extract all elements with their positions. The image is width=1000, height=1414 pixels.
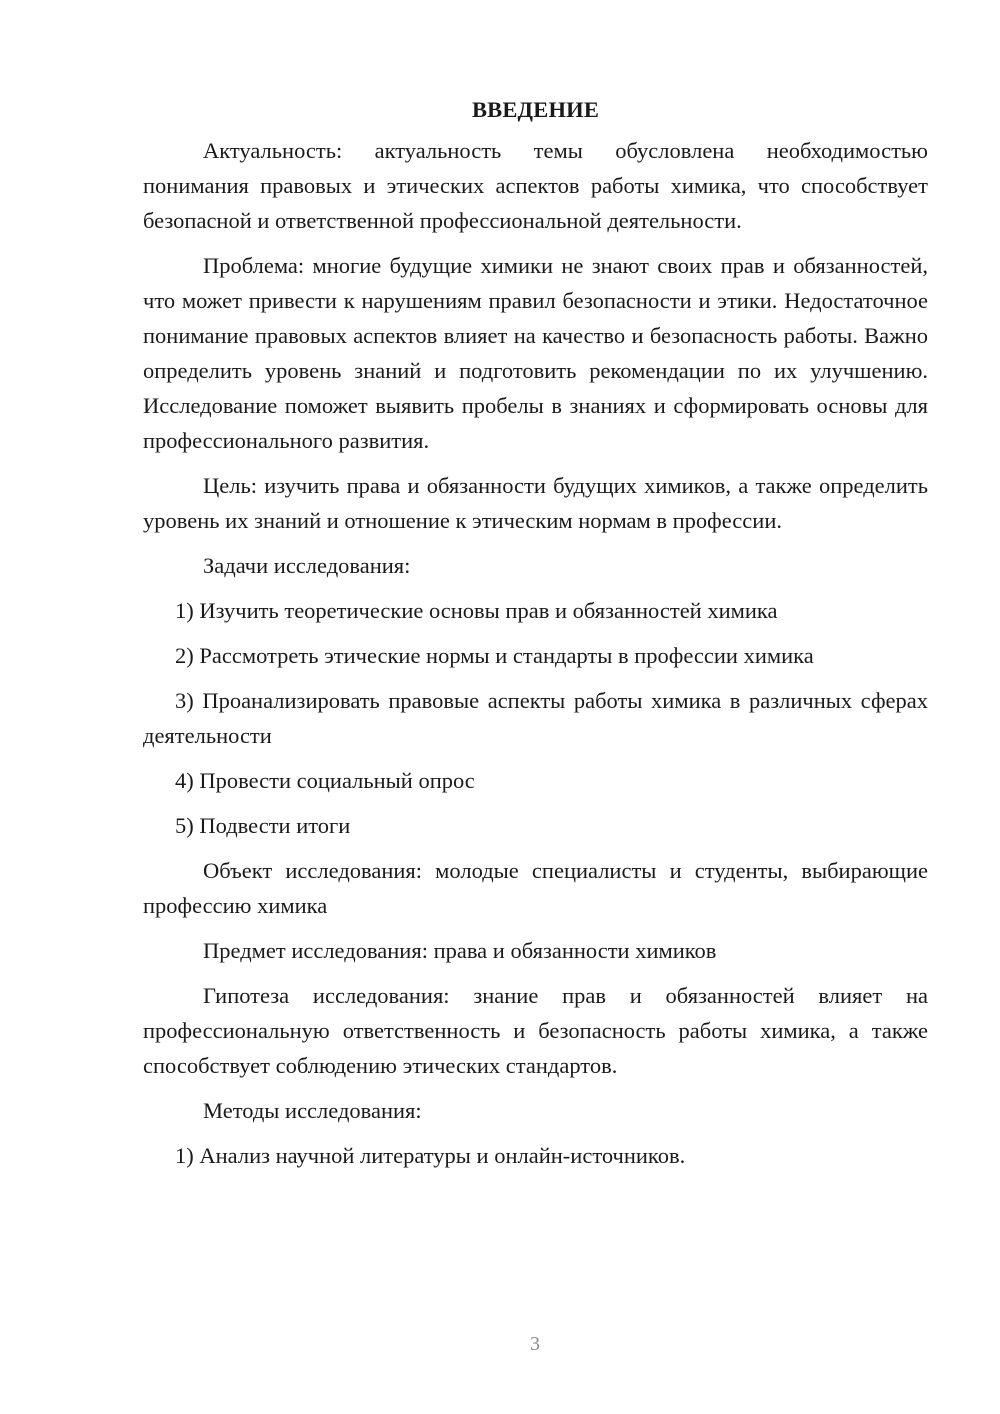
task-item: 5) Подвести итоги xyxy=(175,813,351,838)
page-number: 3 xyxy=(530,1333,540,1355)
subject-paragraph: Предмет исследования: права и обязанности химиков xyxy=(203,938,717,963)
methods-heading: Методы исследования: xyxy=(203,1098,422,1123)
problem-paragraph: Проблема: многие будущие химики не знают своих прав и обязанностей, что может привести к нарушениям правил безопасности и этики. Недостаточное понимание правовых аспектов влияет на качество и безопасность работы. Важно определить уровень знаний и подготовить рекомендации по их улучшению. Исследование поможет выявить пробелы в знаниях и сформировать основы для профессионального развития. xyxy=(143,253,928,453)
object-paragraph: Объект исследования: молодые специалисты и студенты, выбирающие профессию химика xyxy=(143,858,928,918)
task-item: 1) Изучить теоретические основы прав и обязанностей химика xyxy=(175,598,778,623)
task-item: 4) Провести социальный опрос xyxy=(175,768,475,793)
task-item: 3) Проанализировать правовые аспекты работы химика в различных сферах деятельности xyxy=(143,688,928,748)
relevance-paragraph: Актуальность: актуальность темы обусловлена необходимостью понимания правовых и этических аспектов работы химика, что способствует безопасной и ответственной профессиональной деятельности. xyxy=(143,138,928,233)
section-title: ВВЕДЕНИЕ xyxy=(471,97,600,122)
goal-paragraph: Цель: изучить права и обязанности будущих химиков, а также определить уровень их знаний и отношение к этическим нормам в профессии. xyxy=(143,473,928,533)
page-content xyxy=(143,92,928,1183)
task-item: 2) Рассмотреть этические нормы и стандарты в профессии химика xyxy=(175,643,814,668)
method-item: 1) Анализ научной литературы и онлайн-источников. xyxy=(175,1143,686,1168)
hypothesis-paragraph: Гипотеза исследования: знание прав и обязанностей влияет на профессиональную ответственность и безопасность работы химика, а также способствует соблюдению этических стандартов. xyxy=(143,983,928,1078)
tasks-heading: Задачи исследования: xyxy=(203,553,411,578)
